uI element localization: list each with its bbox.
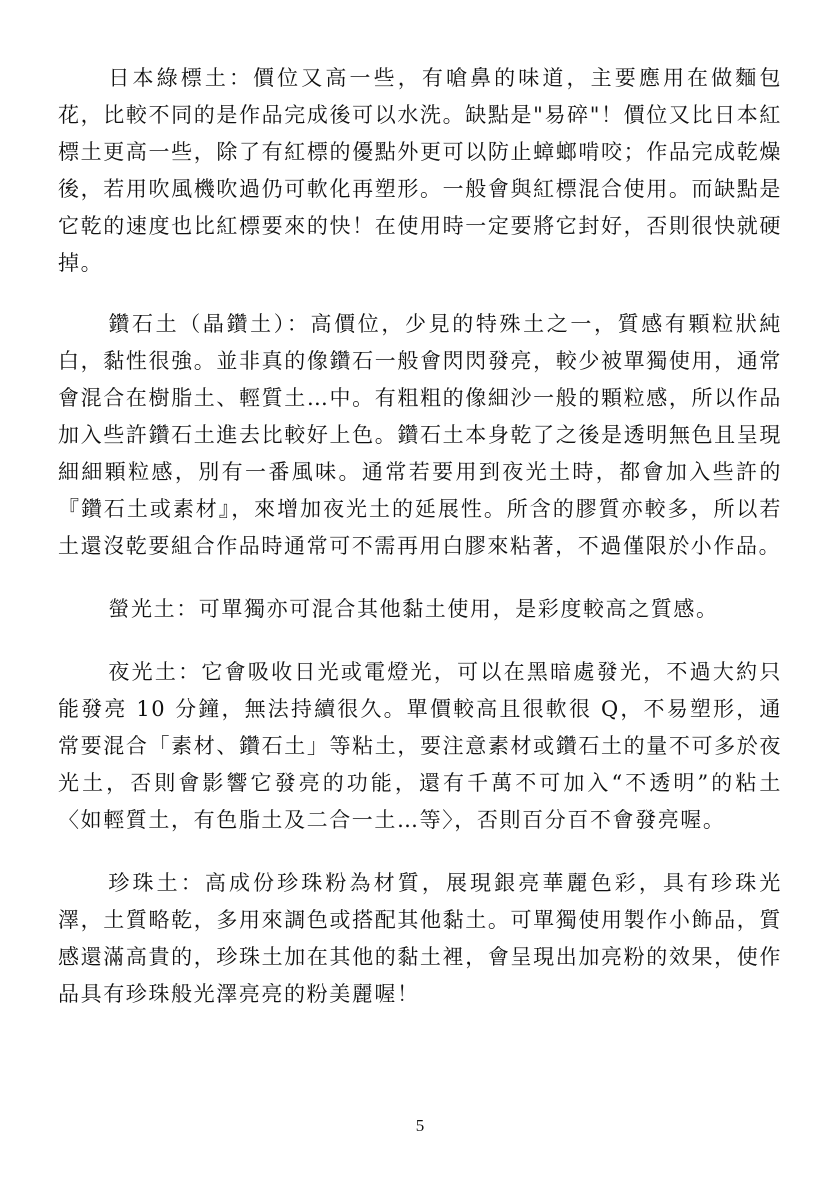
paragraph-fluorescent-clay: 螢光土：可單獨亦可混合其他黏土使用，是彩度較高之質感。 bbox=[108, 597, 719, 621]
page-number: 5 bbox=[415, 1116, 425, 1135]
paragraph-pearl-clay: 珍珠土：高成份珍珠粉為材質，展現銀亮華麗色彩，具有珍珠光澤，土質略乾，多用來調色或搭配其他黏土。可單獨使用製作小飾品，質感還滿高貴的，珍珠土加在其他的黏土裡，會呈現出加亮粉的效果，使作品具有珍珠般光澤亮亮的粉美麗喔！ bbox=[58, 871, 782, 1006]
paragraph-glow-clay: 夜光土：它會吸收日光或電燈光，可以在黑暗處發光，不過大約只能發亮 10 分鐘，無法持續很久。單價較高且很軟很 Q，不易塑形，通常要混合「素材、鑽石土」等粘土，要注意素材或鑽石土的量不可多於夜光土，否則會影響它發亮的功能，還有千萬不可加入“不透明”的粘土〈如輕質土，有色脂土及二合一土…等〉，否則百分百不會發亮喔。 bbox=[58, 660, 782, 832]
document-body bbox=[58, 60, 782, 1035]
paragraph-diamond-clay: 鑽石土（晶鑽土）：高價位，少見的特殊土之一，質感有顆粒狀純白，黏性很強。並非真的像鑽石一般會閃閃發亮，較少被單獨使用，通常會混合在樹脂土、輕質土…中。有粗粗的像細沙一般的顆粒感，所以作品加入些許鑽石土進去比較好上色。鑽石土本身乾了之後是透明無色且呈現細細顆粒感，別有一番風味。通常若要用到夜光土時，都會加入些許的『鑽石土或素材』，來增加夜光土的延展性。所含的膠質亦較多，所以若土還沒乾要組合作品時通常可不需再用白膠來粘著，不過僅限於小作品。 bbox=[58, 312, 782, 558]
paragraph-green-label-clay: 日本綠標土：價位又高一些，有嗆鼻的味道，主要應用在做麵包花，比較不同的是作品完成後可以水洗。缺點是"易碎"！價位又比日本紅標土更高一些，除了有紅標的優點外更可以防止蟑螂啃咬；作品完成乾燥後，若用吹風機吹過仍可軟化再塑形。一般會與紅標混合使用。而缺點是它乾的速度也比紅標要來的快！在使用時一定要將它封好，否則很快就硬掉。 bbox=[58, 66, 782, 275]
